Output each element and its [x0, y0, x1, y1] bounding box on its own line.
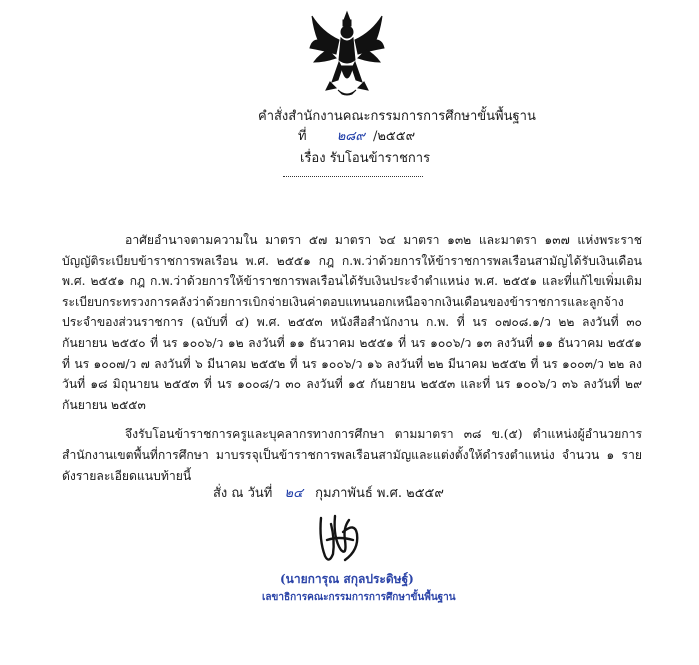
order-month-year: กุมภาพันธ์ พ.ศ. ๒๕๕๙ [315, 486, 444, 501]
signature-icon [315, 510, 361, 568]
header-divider [283, 176, 423, 177]
order-day-handwritten: ๒๔ [284, 486, 303, 501]
order-date-prefix: สั่ง ณ วันที่ [213, 486, 273, 501]
body-paragraph-2 [62, 424, 642, 486]
order-number-handwritten: ๒๘๙ [336, 129, 365, 144]
garuda-emblem-icon [308, 10, 386, 98]
body-paragraph-2-text: จึงรับโอนข้าราชการครูและบุคลากรทางการศึกษา ตามมาตรา ๓๘ ข.(๕) ตำแหน่งผู้อำนวยการสำนักงานเขตพื้นที่การศึกษา มาบรรจุเป็นข้าราชการพลเรือนสามัญและแต่งตั้งให้ดำรงตำแหน่ง จำนวน ๑ ราย ดังรายละเอียดแนบท้ายนี้ [62, 427, 642, 483]
document-subject: เรื่อง รับโอนข้าราชการ [300, 151, 431, 166]
order-date [213, 482, 444, 503]
order-number [298, 126, 415, 148]
signer-title: เลขาธิการคณะกรรมการการศึกษาขั้นพื้นฐาน [262, 592, 456, 603]
order-number-suffix: /๒๕๕๙ [372, 129, 416, 144]
document-body [62, 230, 642, 486]
body-paragraph-1 [62, 230, 642, 415]
document-title: คำสั่งสำนักงานคณะกรรมการการศึกษาขั้นพื้นฐาน [258, 109, 536, 124]
signer-name: (นายการุณ สกุลประดิษฐ์) [280, 572, 414, 586]
order-number-prefix: ที่ [298, 129, 307, 144]
body-paragraph-1-text: อาศัยอำนาจตามความใน มาตรา ๕๗ มาตรา ๖๔ มาตรา ๑๓๒ และมาตรา ๑๓๗ แห่งพระราชบัญญัติระเบียบข้าราชการพลเรือน พ.ศ. ๒๕๕๑ กฎ ก.พ.ว่าด้วยการให้ข้าราชการพลเรือนสามัญได้รับเงินเดือน พ.ศ. ๒๕๕๑ กฎ ก.พ.ว่าด้วยการให้ข้าราชการพลเรือนได้รับเงินประจำตำแหน่ง พ.ศ. ๒๕๕๑ และที่แก้ไขเพิ่มเติม ระเบียบกระทรวงการคลังว่าด้วยการเบิกจ่ายเงินค่าตอบแทนนอกเหนือจากเงินเดือนของข้าราชการและลูกจ้างประจำของส่วนราชการ (ฉบับที่ ๔) พ.ศ. ๒๕๕๓ หนังสือสำนักงาน ก.พ. ที่ นร ๐๗๐๘.๑/ว ๒๒ ลงวันที่ ๓๐ กันยายน ๒๕๕๐ ที่ นร ๑๐๐๖/ว ๑๒ ลงวันที่ ๑๑ ธันวาคม ๒๕๕๑ ที่ นร ๑๐๐๖/ว ๑๓ ลงวันที่ ๑๑ ธันวาคม ๒๕๕๑ ที่ นร ๑๐๐๗/ว ๗ ลงวันที่ ๖ มีนาคม ๒๕๕๒ ที่ นร ๑๐๐๖/ว ๑๖ ลงวันที่ ๒๒ มีนาคม ๒๕๕๒ ที่ นร ๑๐๐๓/ว ๒๒ ลงวันที่ ๑๘ มิถุนายน ๒๕๕๓ ที่ นร ๑๐๐๘/ว ๓๐ ลงวันที่ ๑๕ กันยายน ๒๕๕๓ และที่ นร ๑๐๐๖/ว ๓๖ ลงวันที่ ๒๙ กันยายน ๒๕๕๓ [62, 233, 642, 412]
